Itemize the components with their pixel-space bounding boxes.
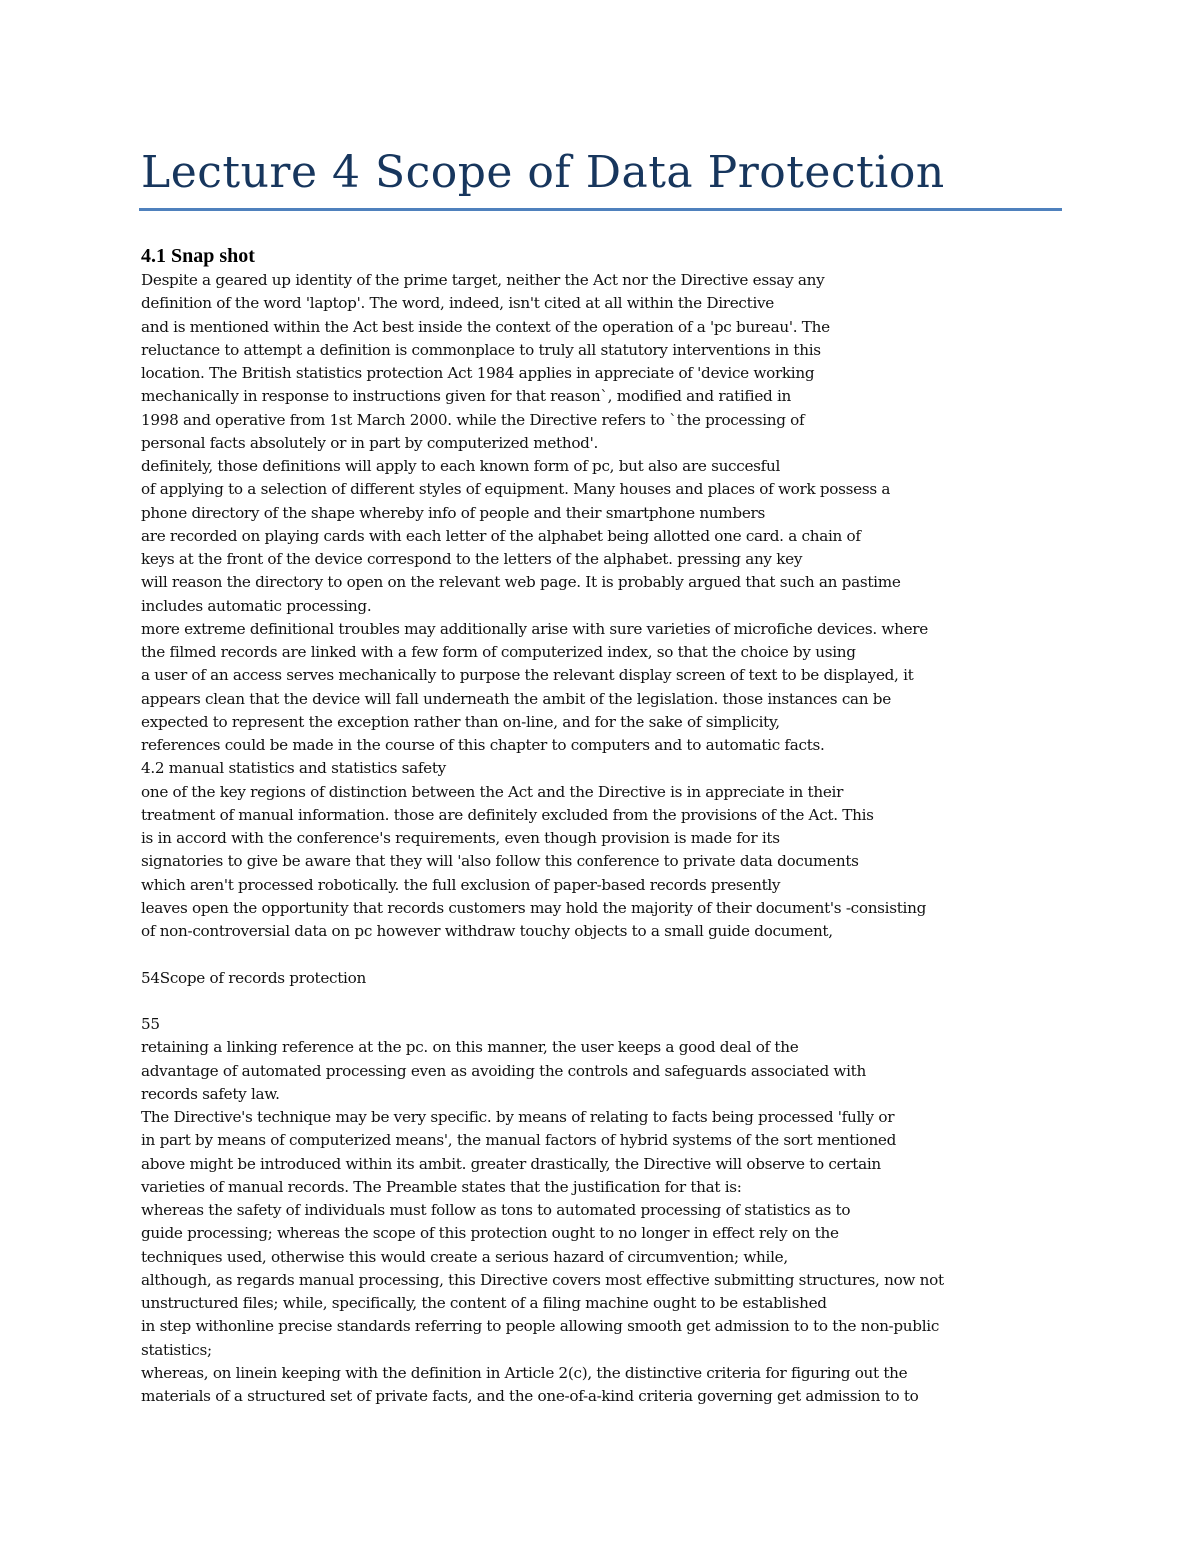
text-line: 54Scope of records protection <box>141 968 366 987</box>
text-line: which aren't processed robotically. the full exclusion of paper-based records presently <box>141 875 781 894</box>
text-line: of non-controversial data on pc however withdraw touchy objects to a small guide document, <box>141 922 833 940</box>
text-line: Despite a geared up identity of the prime target, neither the Act nor the Directive essay any <box>141 271 825 289</box>
text-line: are recorded on playing cards with each letter of the alphabet being allotted one card. a chain of <box>141 526 861 545</box>
text-line: whereas the safety of individuals must follow as tons to automated processing of statistics as to <box>141 1201 851 1219</box>
blank-line <box>141 943 1181 966</box>
text-line: above might be introduced within its ambit. greater drastically, the Directive will observe to certain <box>141 1154 881 1173</box>
text-line: in part by means of computerized means', the manual factors of hybrid systems of the sort mentioned <box>141 1131 897 1150</box>
text-line: is in accord with the conference's requirements, even though provision is made for its <box>141 829 780 847</box>
text-line: 1998 and operative from 1st March 2000. while the Directive refers to `the processing of <box>141 410 805 429</box>
text-line: mechanically in response to instructions given for that reason`, modified and ratified in <box>141 387 791 406</box>
text-line: treatment of manual information. those are definitely excluded from the provisions of the Act. This <box>141 805 874 824</box>
text-line: will reason the directory to open on the relevant web page. It is probably argued that such an pastime <box>141 573 901 592</box>
text-line: a user of an access serves mechanically to purpose the relevant display screen of text to be displayed, it <box>141 666 914 685</box>
text-line: records safety law. <box>141 1084 280 1103</box>
text-line: definitely, those definitions will apply to each known form of pc, but also are succesful <box>141 457 780 475</box>
text-line: keys at the front of the device correspond to the letters of the alphabet. pressing any key <box>141 550 803 568</box>
text-line: although, as regards manual processing, this Directive covers most effective submitting structures, now not <box>141 1270 944 1289</box>
blank-line <box>141 990 1181 1013</box>
text-line: guide processing; whereas the scope of this protection ought to no longer in effect rely on the <box>141 1224 839 1243</box>
text-line: The Directive's technique may be very specific. by means of relating to facts being processed 'fully or <box>141 1108 895 1126</box>
text-line: the filmed records are linked with a few form of computerized index, so that the choice by using <box>141 643 856 661</box>
text-line: includes automatic processing. <box>141 596 372 615</box>
text-line: 4.2 manual statistics and statistics safety <box>141 759 446 778</box>
text-line: statistics; <box>141 1340 212 1359</box>
text-line: definition of the word 'laptop'. The word, indeed, isn't cited at all within the Directive <box>141 294 774 313</box>
text-line: personal facts absolutely or in part by computerized method'. <box>141 433 598 452</box>
text-line: and is mentioned within the Act best inside the context of the operation of a 'pc bureau'. The <box>141 317 830 336</box>
text-line: retaining a linking reference at the pc. on this manner, the user keeps a good deal of the <box>141 1038 799 1057</box>
text-line: appears clean that the device will fall underneath the ambit of the legislation. those instances can be <box>141 689 891 708</box>
text-line: reluctance to attempt a definition is commonplace to truly all statutory interventions in this <box>141 340 821 359</box>
text-line: references could be made in the course of this chapter to computers and to automatic facts. <box>141 736 825 754</box>
document-title: Lecture 4 Scope of Data Protection <box>141 147 945 198</box>
text-line: leaves open the opportunity that records customers may hold the majority of their document's -consisting <box>141 898 926 917</box>
title-underline <box>139 208 1062 211</box>
text-line: 55 <box>141 1015 160 1033</box>
text-line: in step withonline precise standards referring to people allowing smooth get admission to to the non-public <box>141 1317 940 1336</box>
text-line: techniques used, otherwise this would create a serious hazard of circumvention; while, <box>141 1247 788 1266</box>
text-line: phone directory of the shape whereby info of people and their smartphone numbers <box>141 503 765 522</box>
text-line: signatories to give be aware that they will 'also follow this conference to private data documents <box>141 852 859 871</box>
text-line: expected to represent the exception rather than on-line, and for the sake of simplicity, <box>141 712 780 731</box>
text-line: whereas, on linein keeping with the definition in Article 2(c), the distinctive criteria for figuring out the <box>141 1363 908 1382</box>
text-line: materials of a structured set of private facts, and the one-of-a-kind criteria governing get admission to to <box>141 1387 919 1405</box>
text-line: advantage of automated processing even as avoiding the controls and safeguards associated with <box>141 1061 866 1080</box>
text-line: varieties of manual records. The Preamble states that the justification for that is: <box>141 1177 742 1196</box>
body-text <box>141 269 1181 1408</box>
text-line: one of the key regions of distinction between the Act and the Directive is in appreciate in their <box>141 782 844 801</box>
section-heading: 4.1 Snap shot <box>141 245 255 267</box>
text-line: unstructured files; while, specifically, the content of a filing machine ought to be established <box>141 1294 827 1312</box>
text-line: of applying to a selection of different styles of equipment. Many houses and places of work possess a <box>141 480 891 499</box>
text-line: more extreme definitional troubles may additionally arise with sure varieties of microfiche devices. where <box>141 619 928 638</box>
text-line: location. The British statistics protection Act 1984 applies in appreciate of 'device working <box>141 364 815 382</box>
